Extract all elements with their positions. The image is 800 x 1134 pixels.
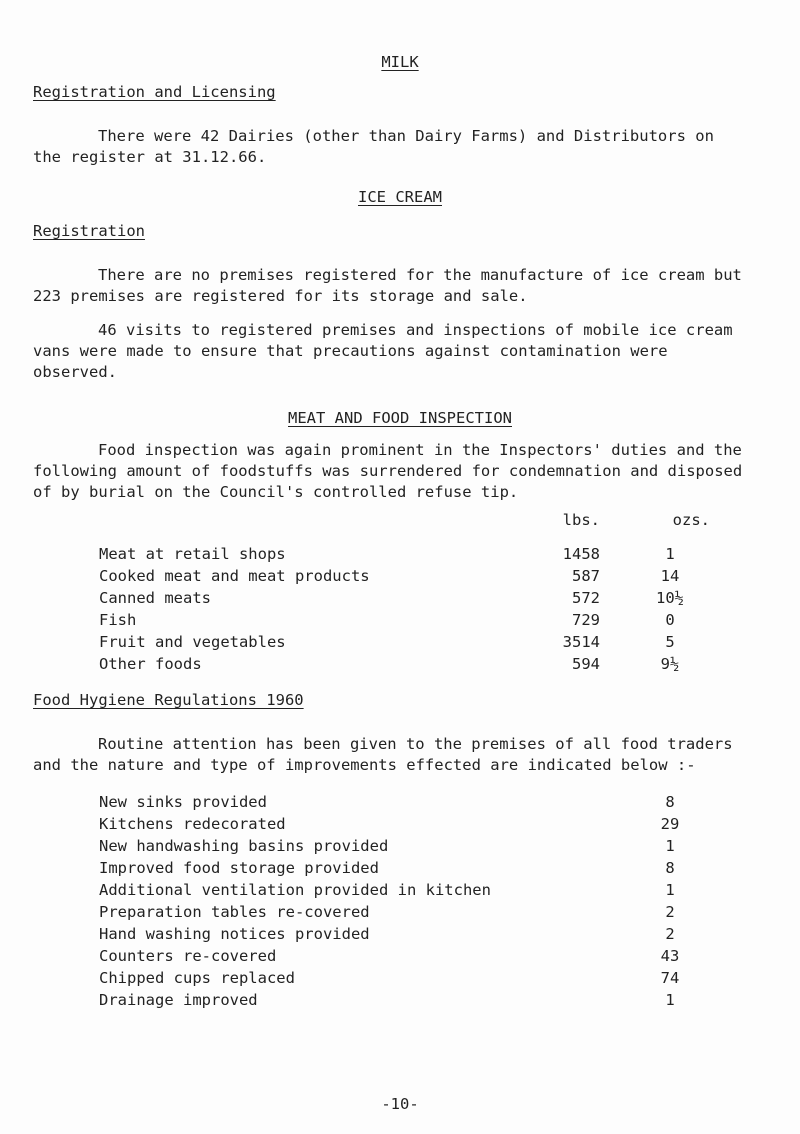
list-item-count: 2 <box>665 925 675 943</box>
list-item: Improved food storage provided <box>99 859 379 877</box>
list-item-count: 1 <box>665 881 675 899</box>
table-row-lbs: 3514 <box>562 633 600 651</box>
table-row-item: Meat at retail shops <box>99 545 286 563</box>
table-row-ozs: 10½ <box>656 589 684 607</box>
table-row-ozs: 5 <box>665 633 675 651</box>
list-item-count: 2 <box>665 903 675 921</box>
hygiene-paragraph: Routine attention has been given to the premises of all food traders and the nature and type of improvements effected are indicated below :- <box>33 735 733 774</box>
table-row-item: Fish <box>99 611 137 629</box>
list-item: Hand washing notices provided <box>99 925 370 943</box>
table-row-ozs: 1 <box>665 545 675 563</box>
list-item-count: 74 <box>660 969 680 987</box>
list-item-count: 1 <box>665 991 675 1009</box>
ice-cream-paragraph-2: 46 visits to registered premises and inspections of mobile ice cream vans were made to ensure that precautions against contamination were observed. <box>33 321 733 381</box>
table-row-lbs: 594 <box>572 655 600 673</box>
table-row-item: Canned meats <box>99 589 211 607</box>
table-row-lbs: 1458 <box>562 545 600 563</box>
milk-subheading: Registration and Licensing <box>33 83 276 101</box>
list-item-count: 1 <box>665 837 675 855</box>
ice-cream-subheading: Registration <box>33 222 145 240</box>
list-item: Drainage improved <box>99 991 258 1009</box>
list-item: Chipped cups replaced <box>99 969 295 987</box>
table-row-ozs: 9½ <box>660 655 680 673</box>
table-row-item: Other foods <box>99 655 202 673</box>
list-item-count: 8 <box>665 859 675 877</box>
meat-paragraph: Food inspection was again prominent in the Inspectors' duties and the following amount of foodstuffs was surrendered for condemnation and disposed of by burial on the Council's controlled refuse tip. <box>33 441 743 501</box>
ice-cream-title: ICE CREAM <box>358 188 442 206</box>
table-row-item: Fruit and vegetables <box>99 633 286 651</box>
list-item-count: 43 <box>660 947 680 965</box>
list-item: Counters re-covered <box>99 947 277 965</box>
list-item: New sinks provided <box>99 793 267 811</box>
list-item: Preparation tables re-covered <box>99 903 370 921</box>
table-row-lbs: 587 <box>572 567 600 585</box>
list-item: New handwashing basins provided <box>99 837 389 855</box>
list-item-count: 29 <box>660 815 680 833</box>
table-row-lbs: 729 <box>572 611 600 629</box>
table-row-item: Cooked meat and meat products <box>99 567 370 585</box>
list-item: Additional ventilation provided in kitchen <box>99 881 491 899</box>
hygiene-subheading: Food Hygiene Regulations 1960 <box>33 691 304 709</box>
milk-title: MILK <box>381 53 419 71</box>
list-item: Kitchens redecorated <box>99 815 286 833</box>
list-item-count: 8 <box>665 793 675 811</box>
milk-paragraph: There were 42 Dairies (other than Dairy Farms) and Distributors on the register at 31.12.66. <box>33 127 714 166</box>
table-row-lbs: 572 <box>572 589 600 607</box>
meat-title: MEAT AND FOOD INSPECTION <box>288 409 512 427</box>
page-number: -10- <box>381 1095 419 1113</box>
ice-cream-paragraph-1: There are no premises registered for the manufacture of ice cream but 223 premises are registered for its storage and sale. <box>33 266 742 305</box>
column-header-ozs: ozs. <box>672 511 710 529</box>
column-header-lbs: lbs. <box>562 511 600 529</box>
table-row-ozs: 14 <box>660 567 680 585</box>
table-row-ozs: 0 <box>665 611 675 629</box>
